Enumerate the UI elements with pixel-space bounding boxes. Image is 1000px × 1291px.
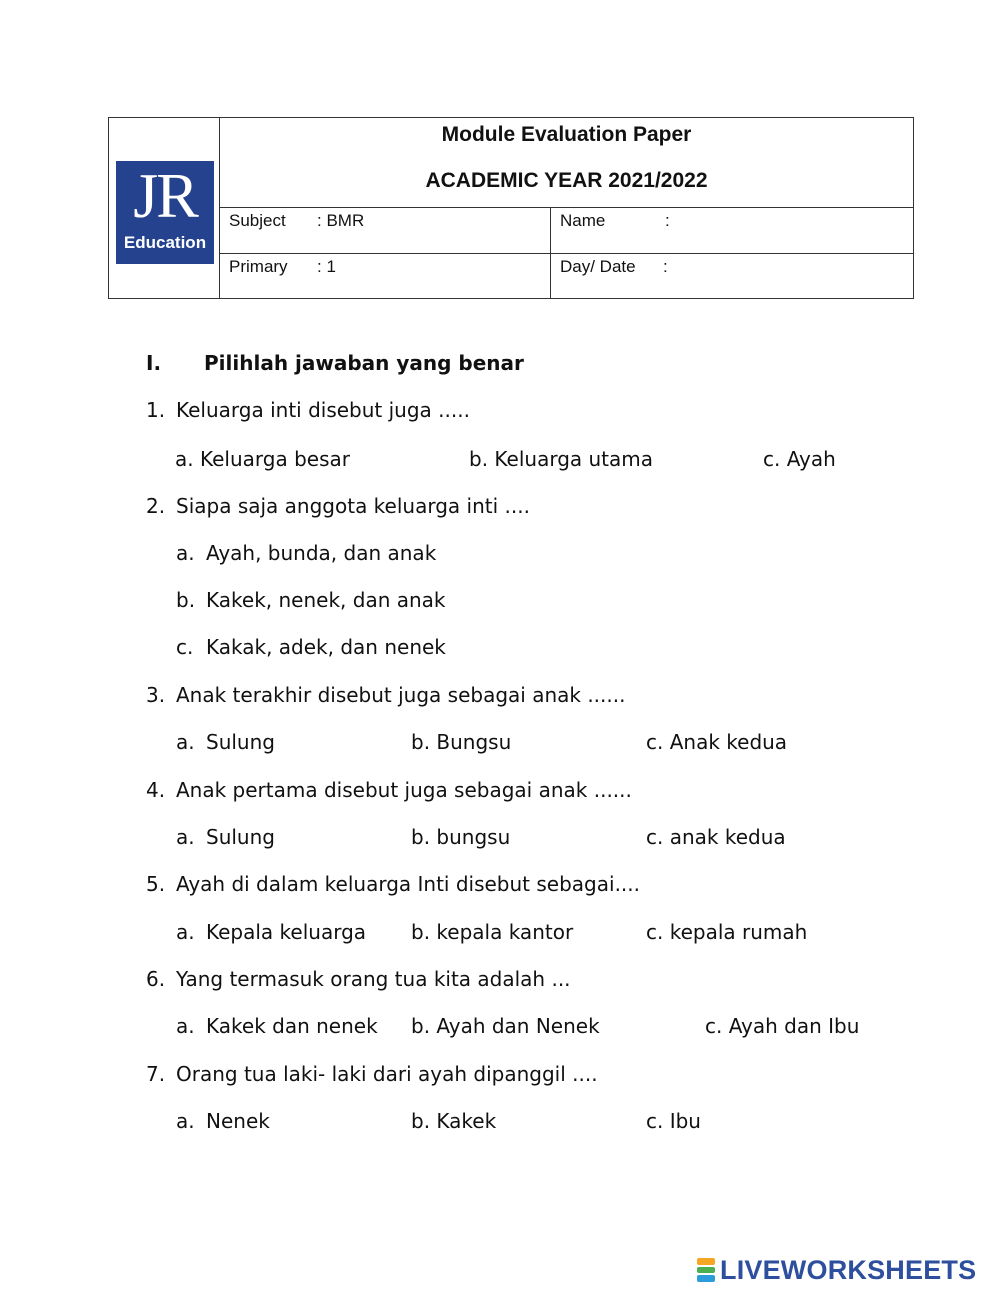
option-text: Kakek, nenek, dan anak [206, 588, 446, 612]
option-text: b. Kakek [411, 1109, 497, 1133]
primary-label: Primary [229, 257, 288, 276]
subject-cell [220, 208, 551, 254]
date-cell[interactable] [551, 254, 913, 298]
q6-option-b[interactable] [411, 1014, 600, 1038]
option-text: c. Ibu [646, 1109, 701, 1133]
logo-subtitle: Education [123, 233, 207, 252]
q6-option-a[interactable] [176, 1014, 378, 1038]
q4-option-a[interactable] [176, 825, 275, 849]
option-text: b. bungsu [411, 825, 511, 849]
question-number: 7. [146, 1062, 166, 1086]
option-letter: b. [176, 588, 196, 612]
q1-option-c[interactable] [763, 447, 836, 471]
q3-option-b[interactable] [411, 730, 511, 754]
logo-cell [109, 118, 220, 298]
option-letter: a. [176, 1014, 195, 1038]
option-text: b. Keluarga utama [469, 447, 654, 471]
primary-value: : 1 [317, 257, 336, 276]
q5-option-c[interactable] [646, 920, 807, 944]
option-text: Sulung [206, 730, 275, 754]
option-letter: c. [176, 635, 194, 659]
name-cell[interactable] [551, 208, 913, 254]
question-number: 2. [146, 494, 166, 518]
primary-cell [220, 254, 551, 298]
q2-option-a[interactable] [176, 541, 436, 565]
logo-mark: JR [133, 160, 197, 231]
liveworksheets-icon [697, 1257, 715, 1283]
option-letter: a. [176, 920, 195, 944]
option-text: c. Anak kedua [646, 730, 788, 754]
liveworksheets-logo[interactable] [697, 1255, 976, 1285]
name-label: Name [560, 211, 606, 230]
question-1 [146, 398, 470, 422]
question-text: Anak terakhir disebut juga sebagai anak ...... [176, 683, 626, 707]
option-text: Sulung [206, 825, 275, 849]
question-text: Ayah di dalam keluarga Inti disebut sebagai.... [176, 872, 640, 896]
section-title: Pilihlah jawaban yang benar [204, 351, 524, 375]
question-2 [146, 494, 530, 518]
option-text: Kakek dan nenek [206, 1014, 378, 1038]
date-label: Day/ Date [560, 257, 636, 276]
q5-option-a[interactable] [176, 920, 366, 944]
question-number: 5. [146, 872, 166, 896]
question-7 [146, 1062, 598, 1086]
option-text: b. Bungsu [411, 730, 512, 754]
question-number: 4. [146, 778, 166, 802]
option-text: c. kepala rumah [646, 920, 808, 944]
question-text: Yang termasuk orang tua kita adalah ... [176, 967, 571, 991]
option-text: c. anak kedua [646, 825, 786, 849]
q4-option-c[interactable] [646, 825, 786, 849]
academic-year: ACADEMIC YEAR 2021/2022 [425, 169, 708, 192]
q1-option-a[interactable] [175, 447, 350, 471]
q7-option-b[interactable] [411, 1109, 496, 1133]
q5-option-b[interactable] [411, 920, 573, 944]
option-text: c. Ayah dan Ibu [705, 1014, 860, 1038]
option-letter: a. [176, 541, 195, 565]
question-text: Keluarga inti disebut juga ..... [176, 398, 470, 422]
question-3 [146, 683, 625, 707]
question-6 [146, 967, 571, 991]
section-number: I. [146, 351, 162, 375]
question-text: Orang tua laki- laki dari ayah dipanggil .... [176, 1062, 598, 1086]
brand-text: LIVEWORKSHEETS [720, 1254, 977, 1285]
q7-option-c[interactable] [646, 1109, 701, 1133]
q7-option-a[interactable] [176, 1109, 270, 1133]
date-value: : [663, 257, 668, 276]
question-number: 1. [146, 398, 166, 422]
q1-option-b[interactable] [469, 447, 653, 471]
option-letter: a. [176, 730, 195, 754]
q3-option-c[interactable] [646, 730, 787, 754]
jr-education-logo [116, 161, 214, 264]
section-heading [146, 351, 524, 375]
q2-option-b[interactable] [176, 588, 446, 612]
q2-option-c[interactable] [176, 635, 446, 659]
q6-option-c[interactable] [705, 1014, 859, 1038]
q4-option-b[interactable] [411, 825, 510, 849]
title-area [220, 118, 913, 208]
subject-value: : BMR [317, 211, 365, 230]
question-text: Anak pertama disebut juga sebagai anak ...... [176, 778, 632, 802]
name-value: : [665, 211, 670, 230]
option-text: b. kepala kantor [411, 920, 574, 944]
question-4 [146, 778, 632, 802]
option-text: a. Keluarga besar [175, 447, 350, 471]
option-text: Kakak, adek, dan nenek [206, 635, 446, 659]
q3-option-a[interactable] [176, 730, 275, 754]
option-text: Kepala keluarga [206, 920, 367, 944]
option-text: Ayah, bunda, dan anak [206, 541, 437, 565]
header-table [108, 117, 914, 299]
question-text: Siapa saja anggota keluarga inti .... [176, 494, 530, 518]
question-number: 3. [146, 683, 166, 707]
option-letter: a. [176, 1109, 195, 1133]
question-5 [146, 872, 640, 896]
option-letter: a. [176, 825, 195, 849]
option-text: b. Ayah dan Nenek [411, 1014, 600, 1038]
option-text: c. Ayah [763, 447, 836, 471]
question-number: 6. [146, 967, 166, 991]
subject-label: Subject [229, 211, 286, 230]
option-text: Nenek [206, 1109, 270, 1133]
paper-title: Module Evaluation Paper [441, 123, 692, 146]
